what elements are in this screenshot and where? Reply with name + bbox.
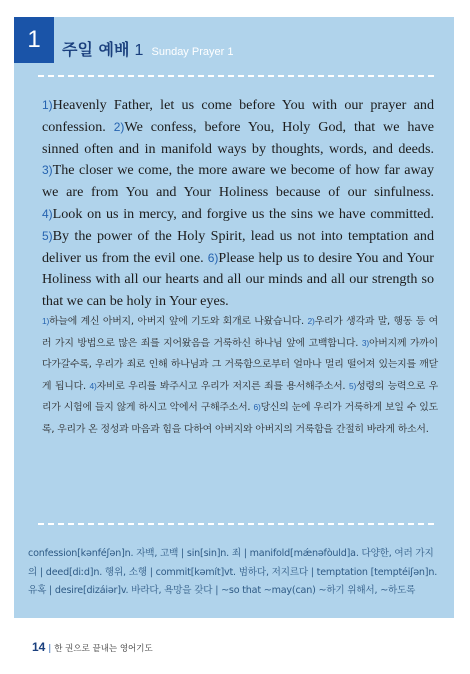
prayer-sentence: 아버지께 가까이 다가갈수록, 우리가 죄로 인해 하나님과 그 거룩함으로부터 얼마나 멀리 떨어져 있는지를 깨닫게 됩니다. (42, 337, 438, 392)
dashed-divider-top (38, 75, 434, 77)
sentence-number: 1) (42, 316, 50, 326)
sentence-number: 6) (207, 250, 219, 265)
sentence-number: 2) (307, 316, 315, 326)
vocabulary-list: confession[kənféʃən]n. 자백, 고백 | sin[sin]n. 죄 | manifold[mǽnəfòuld]a. 다양한, 여러 가지의 | deed[diːd]n. 행위, 소행 | commit[kəmít]vt. 범하다, 저지르다 | temptation [temptéiʃən]n. 유혹 | desire[dizáiər]v. 바라다, 욕망을 갖다 | ~so that ~may(can) ~하기 위해서, ~하도록 (28, 548, 438, 596)
chapter-number: 1 (27, 26, 41, 53)
prayer-sentence: Please help us to desire You and Your Holiness with all our hearts and all our minds and all our strength so that we can be holy in Your eyes. (42, 249, 434, 310)
prayer-sentence: By the power of the Holy Spirit, lead us not into temptation and deliver us from the evil one. (42, 227, 434, 266)
prayer-sentence: 당신의 눈에 우리가 거룩하게 보일 수 있도록, 우리가 온 정성과 마음과 힘을 다하여 아버지와 아버지의 거룩함을 간절히 바라게 하소서. (42, 402, 438, 435)
sentence-number: 1) (42, 98, 53, 112)
sentence-number: 4) (42, 206, 53, 221)
title-number: 1 (134, 42, 144, 59)
prayer-sentence: 성령의 능력으로 우리가 시험에 들지 않게 하시고 악에서 구해주소서. (42, 380, 439, 413)
sentence-number: 5) (42, 228, 53, 243)
prayer-sentence: Look on us in mercy, and forgive us the sins we have committed. (52, 205, 434, 222)
page-number: 14 (32, 640, 46, 654)
prayer-sentence: 자비로 우리를 봐주시고 우리가 저지른 죄를 용서해주소서. (96, 380, 349, 392)
book-title: 한 권으로 끝내는 영어기도 (54, 644, 153, 654)
prayer-sentence: 우리가 생각과 말, 행동 등 여러 가지 방법으로 많은 죄를 지어왔음을 거룩하신 하나님 앞에 고백합니다. (42, 316, 438, 349)
prayer-sentence: We confess, before You, Holy God, that we have sinned often and in manifold ways by thoughts, words, and deeds. (42, 118, 434, 157)
prayer-sentence: Heavenly Father, let us come before You with our prayer and confession. (42, 97, 434, 135)
sentence-number: 6) (253, 402, 261, 412)
sentence-number: 5) (348, 380, 357, 391)
sentence-number: 2) (113, 119, 125, 134)
prayer-korean (42, 311, 438, 440)
footer-separator: | (48, 644, 52, 654)
dashed-divider-bottom (38, 523, 434, 525)
title-english: Sunday Prayer 1 (151, 46, 234, 58)
sentence-number: 3) (361, 337, 369, 348)
sentence-number: 4) (89, 380, 97, 391)
prayer-english (42, 95, 434, 313)
prayer-panel (14, 17, 454, 618)
section-title (62, 37, 233, 60)
prayer-sentence: The closer we come, the more aware we become of how far away we are from You and Your Holiness because of our sinfulness. (42, 162, 434, 201)
page-footer (32, 640, 153, 654)
title-korean: 주일 예배 (62, 40, 130, 59)
prayer-sentence: 하늘에 계신 아버지, 아버지 앞에 기도와 회개로 나왔습니다. (49, 316, 308, 327)
sentence-number: 3) (42, 163, 53, 178)
chapter-number-badge (14, 17, 54, 63)
